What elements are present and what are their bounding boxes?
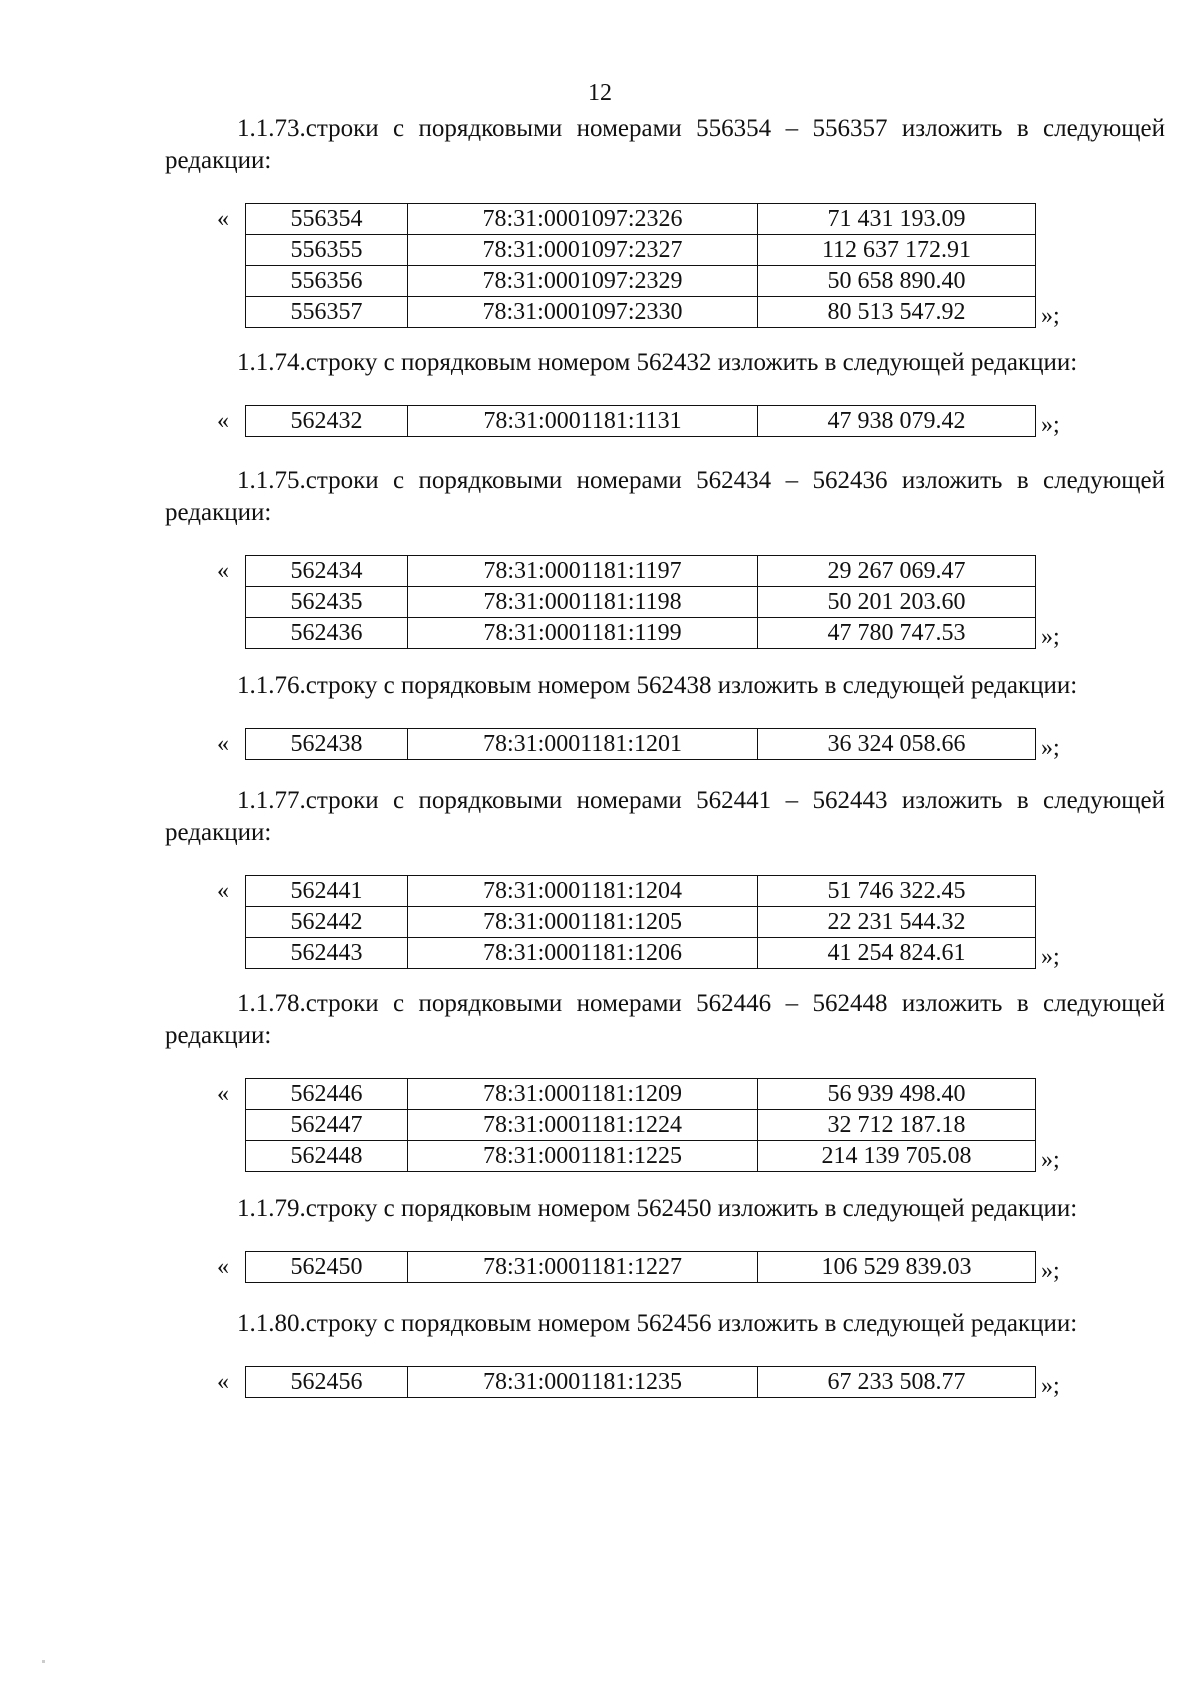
amendment-section xyxy=(165,785,1165,969)
row-number-cell: 562443 xyxy=(246,938,408,969)
cadastral-number-cell: 78:31:0001097:2329 xyxy=(408,266,758,297)
table-row xyxy=(246,235,1036,266)
closing-quote: »; xyxy=(1041,735,1060,761)
value-cell: 56 939 498.40 xyxy=(758,1079,1036,1110)
value-cell: 50 658 890.40 xyxy=(758,266,1036,297)
row-number-cell: 556357 xyxy=(246,297,408,328)
closing-quote: »; xyxy=(1041,1147,1060,1173)
table-row xyxy=(246,1367,1036,1398)
cadastral-number-cell: 78:31:0001181:1206 xyxy=(408,938,758,969)
amendment-table-wrap xyxy=(217,728,1060,761)
amendment-table-wrap xyxy=(217,1251,1060,1284)
opening-quote: « xyxy=(217,1369,229,1395)
row-number-cell: 562434 xyxy=(246,556,408,587)
amendment-text: 1.1.74.строку с порядковым номером 562432 изложить в следующей редакции: xyxy=(237,349,1078,376)
cadastral-number-cell: 78:31:0001181:1131 xyxy=(408,406,758,437)
value-cell: 214 139 705.08 xyxy=(758,1141,1036,1172)
amendment-section xyxy=(165,465,1165,649)
cadastral-number-cell: 78:31:0001181:1199 xyxy=(408,618,758,649)
table-row xyxy=(246,1141,1036,1172)
opening-quote: « xyxy=(217,1081,229,1107)
amendment-table xyxy=(245,1251,1036,1283)
closing-quote: »; xyxy=(1041,1373,1060,1399)
row-number-cell: 562446 xyxy=(246,1079,408,1110)
value-cell: 51 746 322.45 xyxy=(758,876,1036,907)
closing-quote: »; xyxy=(1041,303,1060,329)
amendment-table xyxy=(245,875,1036,969)
cadastral-number-cell: 78:31:0001097:2327 xyxy=(408,235,758,266)
value-cell: 80 513 547.92 xyxy=(758,297,1036,328)
amendment-table-wrap xyxy=(217,555,1060,650)
cadastral-number-cell: 78:31:0001181:1227 xyxy=(408,1252,758,1283)
closing-quote: »; xyxy=(1041,944,1060,970)
table-row xyxy=(246,876,1036,907)
amendment-table-wrap xyxy=(217,1366,1060,1399)
opening-quote: « xyxy=(217,408,229,434)
row-number-cell: 562436 xyxy=(246,618,408,649)
amendment-text: 1.1.75.строки с порядковыми номерами 562434 – 562436 изложить в следующей редакции: xyxy=(165,467,1165,526)
row-number-cell: 562441 xyxy=(246,876,408,907)
amendment-table xyxy=(245,405,1036,437)
table-row xyxy=(246,938,1036,969)
value-cell: 41 254 824.61 xyxy=(758,938,1036,969)
value-cell: 47 938 079.42 xyxy=(758,406,1036,437)
row-number-cell: 562447 xyxy=(246,1110,408,1141)
table-row xyxy=(246,1079,1036,1110)
closing-quote: »; xyxy=(1041,1258,1060,1284)
amendment-table-wrap xyxy=(217,203,1060,329)
amendment-section xyxy=(165,113,1165,328)
amendment-table-wrap xyxy=(217,875,1060,970)
value-cell: 47 780 747.53 xyxy=(758,618,1036,649)
amendment-text: 1.1.79.строку с порядковым номером 562450 изложить в следующей редакции: xyxy=(237,1195,1078,1222)
amendment-text: 1.1.76.строку с порядковым номером 562438 изложить в следующей редакции: xyxy=(237,672,1078,699)
row-number-cell: 562448 xyxy=(246,1141,408,1172)
scan-speck xyxy=(42,1660,45,1663)
cadastral-number-cell: 78:31:0001181:1224 xyxy=(408,1110,758,1141)
table-row xyxy=(246,297,1036,328)
cadastral-number-cell: 78:31:0001181:1197 xyxy=(408,556,758,587)
cadastral-number-cell: 78:31:0001181:1225 xyxy=(408,1141,758,1172)
table-row xyxy=(246,618,1036,649)
row-number-cell: 556356 xyxy=(246,266,408,297)
opening-quote: « xyxy=(217,206,229,232)
amendment-section xyxy=(165,1308,1165,1398)
cadastral-number-cell: 78:31:0001181:1235 xyxy=(408,1367,758,1398)
amendment-section xyxy=(165,1193,1165,1283)
amendment-section xyxy=(165,988,1165,1172)
amendment-table xyxy=(245,555,1036,649)
cadastral-number-cell: 78:31:0001097:2326 xyxy=(408,204,758,235)
table-row xyxy=(246,556,1036,587)
table-row xyxy=(246,266,1036,297)
opening-quote: « xyxy=(217,878,229,904)
cadastral-number-cell: 78:31:0001181:1209 xyxy=(408,1079,758,1110)
row-number-cell: 562435 xyxy=(246,587,408,618)
row-number-cell: 562442 xyxy=(246,907,408,938)
table-row xyxy=(246,204,1036,235)
table-row xyxy=(246,587,1036,618)
value-cell: 50 201 203.60 xyxy=(758,587,1036,618)
opening-quote: « xyxy=(217,558,229,584)
opening-quote: « xyxy=(217,731,229,757)
value-cell: 32 712 187.18 xyxy=(758,1110,1036,1141)
amendment-section xyxy=(165,670,1165,760)
value-cell: 71 431 193.09 xyxy=(758,204,1036,235)
amendment-table xyxy=(245,728,1036,760)
amendment-text: 1.1.80.строку с порядковым номером 562456 изложить в следующей редакции: xyxy=(237,1310,1078,1337)
table-row xyxy=(246,1252,1036,1283)
value-cell: 29 267 069.47 xyxy=(758,556,1036,587)
row-number-cell: 562438 xyxy=(246,729,408,760)
cadastral-number-cell: 78:31:0001181:1204 xyxy=(408,876,758,907)
row-number-cell: 562450 xyxy=(246,1252,408,1283)
amendment-table-wrap xyxy=(217,1078,1060,1173)
row-number-cell: 556354 xyxy=(246,204,408,235)
amendment-table xyxy=(245,1078,1036,1172)
closing-quote: »; xyxy=(1041,624,1060,650)
table-row xyxy=(246,1110,1036,1141)
opening-quote: « xyxy=(217,1254,229,1280)
row-number-cell: 562432 xyxy=(246,406,408,437)
amendment-text: 1.1.77.строки с порядковыми номерами 562441 – 562443 изложить в следующей редакции: xyxy=(165,787,1165,846)
value-cell: 22 231 544.32 xyxy=(758,907,1036,938)
amendment-table xyxy=(245,1366,1036,1398)
amendment-table xyxy=(245,203,1036,328)
row-number-cell: 556355 xyxy=(246,235,408,266)
cadastral-number-cell: 78:31:0001181:1201 xyxy=(408,729,758,760)
table-row xyxy=(246,406,1036,437)
cadastral-number-cell: 78:31:0001097:2330 xyxy=(408,297,758,328)
amendment-table-wrap xyxy=(217,405,1060,438)
page-number: 12 xyxy=(588,80,612,106)
table-row xyxy=(246,907,1036,938)
value-cell: 67 233 508.77 xyxy=(758,1367,1036,1398)
row-number-cell: 562456 xyxy=(246,1367,408,1398)
value-cell: 112 637 172.91 xyxy=(758,235,1036,266)
amendment-section xyxy=(165,347,1165,437)
value-cell: 36 324 058.66 xyxy=(758,729,1036,760)
closing-quote: »; xyxy=(1041,412,1060,438)
cadastral-number-cell: 78:31:0001181:1198 xyxy=(408,587,758,618)
amendment-text: 1.1.78.строки с порядковыми номерами 562446 – 562448 изложить в следующей редакции: xyxy=(165,990,1165,1049)
value-cell: 106 529 839.03 xyxy=(758,1252,1036,1283)
amendment-text: 1.1.73.строки с порядковыми номерами 556354 – 556357 изложить в следующей редакции: xyxy=(165,115,1165,174)
table-row xyxy=(246,729,1036,760)
cadastral-number-cell: 78:31:0001181:1205 xyxy=(408,907,758,938)
